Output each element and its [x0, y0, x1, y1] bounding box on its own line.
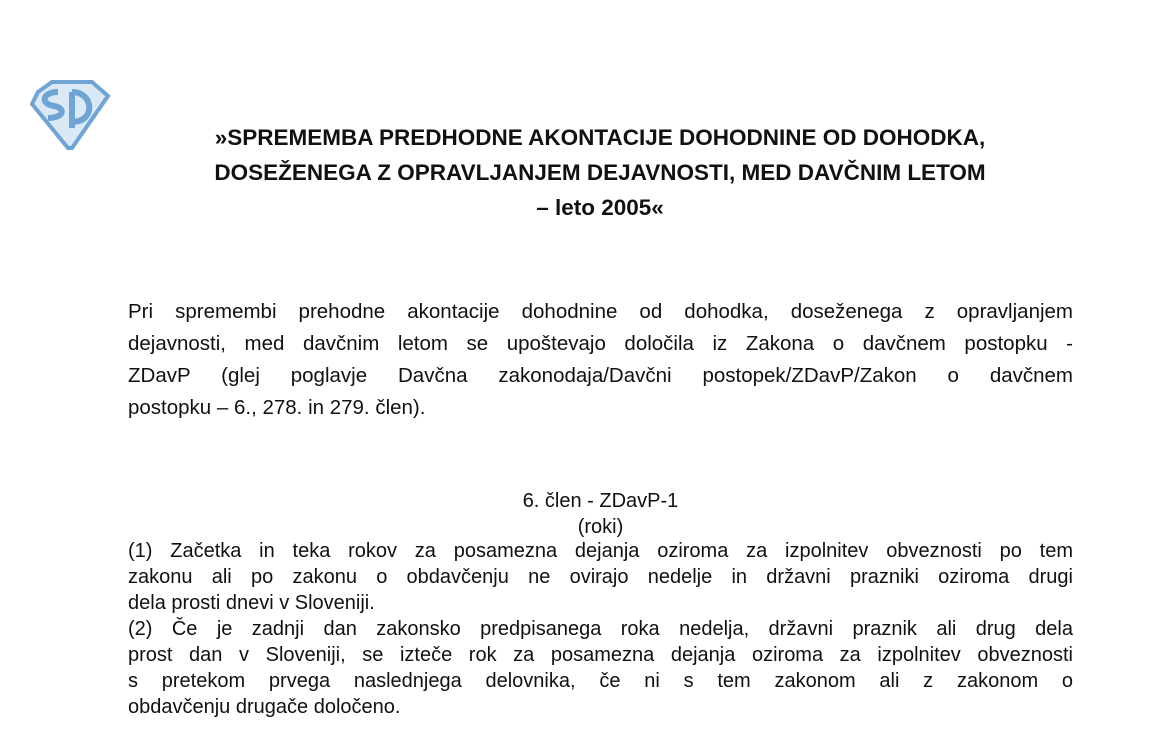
- title-line: – leto 2005«: [536, 195, 664, 220]
- paragraph-line: ZDavP (glej poglavje Davčna zakonodaja/Davčni postopek/ZDavP/Zakon o davčnem: [128, 364, 1073, 387]
- paragraph-line: prost dan v Sloveniji, se izteče rok za posamezna dejanja oziroma za izpolnitev obveznosti: [128, 644, 1073, 666]
- document-title: [120, 120, 1080, 225]
- logo-icon: [28, 78, 112, 150]
- article-subtitle: (roki): [577, 516, 624, 538]
- paragraph-line: (1) Začetka in teka rokov za posamezna dejanja oziroma za izpolnitev obveznosti po tem: [128, 540, 1073, 562]
- paragraph-line: zakonu ali po zakonu o obdavčenju ne ovirajo nedelje in državni prazniki oziroma drugi: [128, 566, 1073, 588]
- article-heading: [128, 488, 1073, 540]
- paragraph-line: obdavčenju drugače določeno.: [128, 696, 401, 718]
- paragraph-line: postopku – 6., 278. in 279. člen).: [128, 396, 426, 419]
- paragraph-line: Pri spremembi prehodne akontacije dohodnine od dohodka, doseženega z opravljanjem: [128, 300, 1073, 323]
- intro-paragraph: [128, 296, 1073, 424]
- title-line: »SPREMEMBA PREDHODNE AKONTACIJE DOHODNINE OD DOHODKA,: [214, 125, 986, 150]
- title-line: DOSEŽENEGA Z OPRAVLJANJEM DEJAVNOSTI, MED DAVČNIM LETOM: [214, 160, 986, 185]
- article-body: [128, 538, 1073, 720]
- paragraph-line: dejavnosti, med davčnim letom se upoštevajo določila iz Zakona o davčnem postopku -: [128, 332, 1073, 355]
- paragraph-line: (2) Če je zadnji dan zakonsko predpisanega roka nedelja, državni praznik ali drug dela: [128, 618, 1073, 640]
- paragraph-line: s pretekom prvega naslednjega delovnika, če ni s tem zakonom ali z zakonom o: [128, 670, 1073, 692]
- article-title: 6. člen - ZDavP-1: [522, 490, 679, 512]
- paragraph-line: dela prosti dnevi v Sloveniji.: [128, 592, 375, 614]
